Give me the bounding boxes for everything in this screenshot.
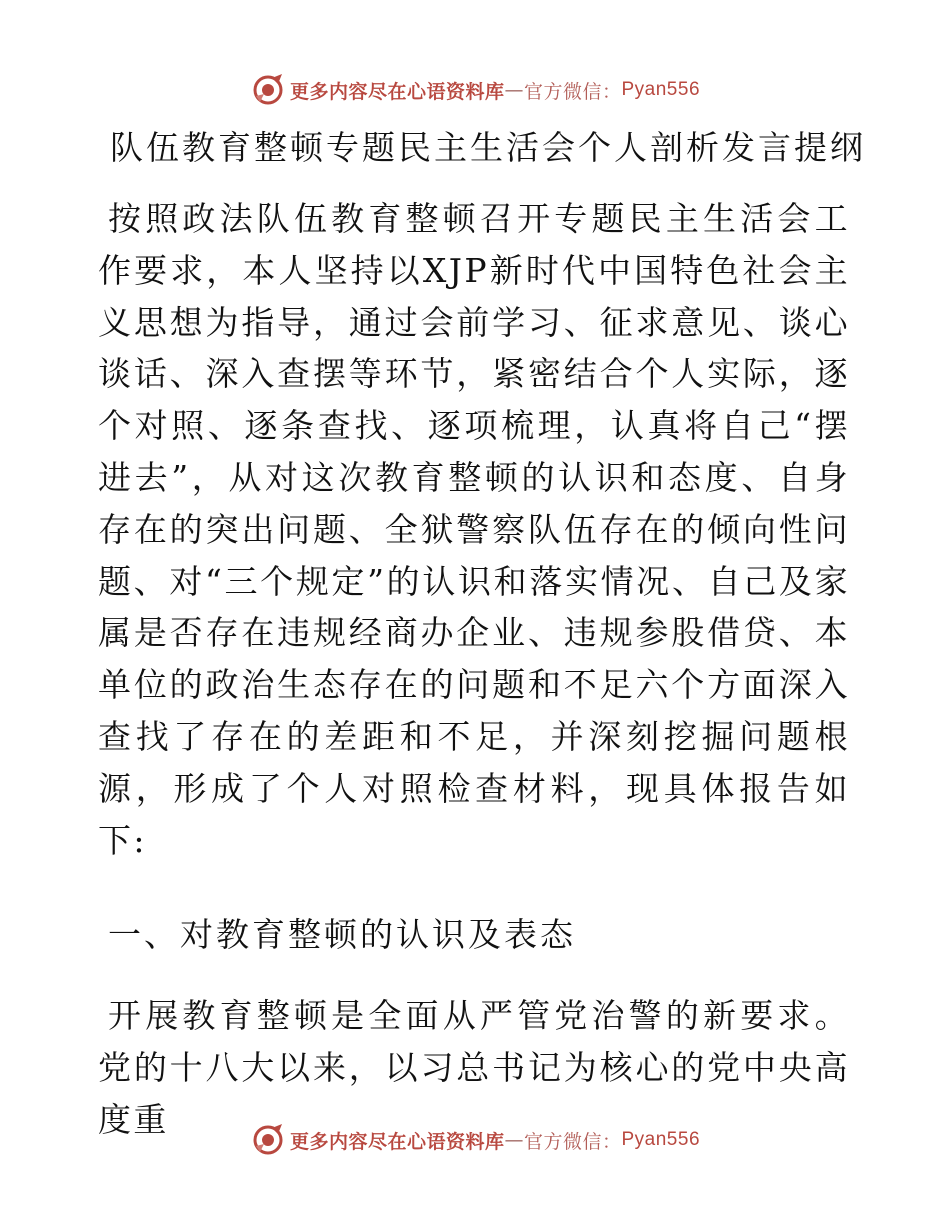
- brand-logo-icon: [250, 72, 286, 108]
- header-watermark: [0, 70, 950, 110]
- watermark-contact-id: Pyan556: [621, 1129, 701, 1150]
- section-heading: 一、对教育整顿的认识及表态: [108, 915, 576, 954]
- watermark-brand-text: 更多内容尽在心语资料库: [289, 80, 505, 103]
- brand-logo-icon: [250, 1122, 286, 1158]
- document-title: 队伍教育整顿专题民主生活会个人剖析发言提纲: [110, 128, 866, 167]
- section-paragraph: 开展教育整顿是全面从严管党治警的新要求。党的十八大以来，以习总书记为核心的党中央高度重: [98, 996, 850, 1139]
- watermark-separator: —: [504, 1129, 524, 1151]
- watermark-contact-label: 官方微信：: [523, 1130, 622, 1153]
- watermark-separator: —: [504, 79, 524, 101]
- intro-paragraph: 按照政法队伍教育整顿召开专题民主生活会工作要求，本人坚持以XJP新时代中国特色社会主义思想为指导，通过会前学习、征求意见、谈心谈话、深入查摆等环节，紧密结合个人实际，逐个对照、逐条查找、逐项梳理，认真将自己“摆进去”，从对这次教育整顿的认识和态度、自身存在的突出问题、全狱警察队伍存在的倾向性问题、对“三个规定”的认识和落实情况、自己及家属是否存在违规经商办企业、违规参股借贷、本单位的政治生态存在的问题和不足六个方面深入查找了存在的差距和不足，并深刻挖掘问题根源，形成了个人对照检查材料，现具体报告如下:: [98, 199, 850, 860]
- watermark-brand-text: 更多内容尽在心语资料库: [289, 1130, 505, 1153]
- watermark-contact-label: 官方微信：: [523, 80, 622, 103]
- watermark-contact-id: Pyan556: [621, 79, 701, 100]
- footer-watermark: [0, 1120, 950, 1160]
